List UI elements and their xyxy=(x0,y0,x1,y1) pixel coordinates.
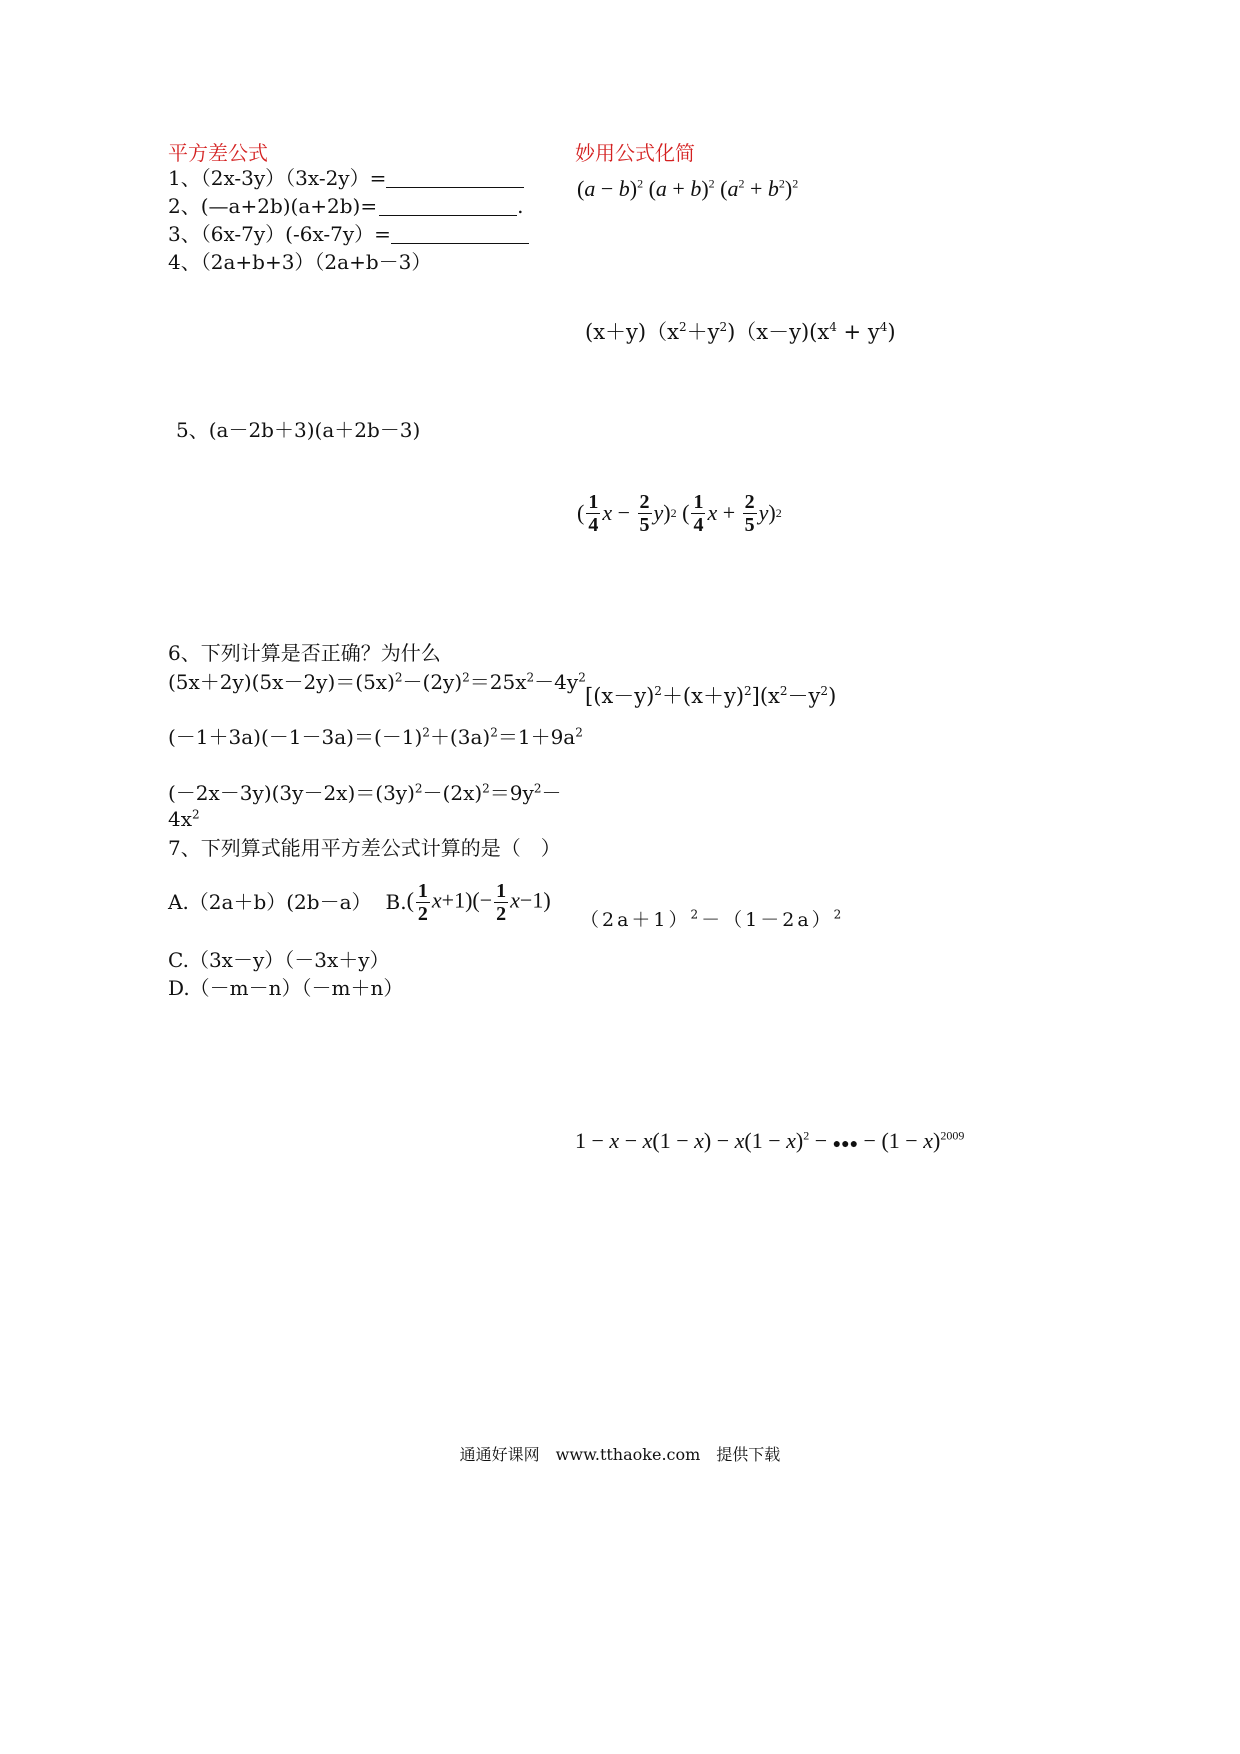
e6-minus-2: − xyxy=(624,1128,638,1153)
e3-fraction-1 xyxy=(586,491,600,536)
q6-line3-sup-2: 2 xyxy=(482,781,490,796)
q2-period: . xyxy=(517,194,524,218)
q6-line-3 xyxy=(168,781,561,805)
q7b-open-paren: ( xyxy=(406,887,414,913)
simplify-expression-3: ( $\frac{1}{4}$ x − $\frac{2}{5}$ y ) 2 ( $\frac{1}{4}$ x + $\frac{2}{5}$ y ) 2 xyxy=(577,490,782,536)
right-heading: 妙用公式化简 xyxy=(575,141,695,165)
q7-options-ab xyxy=(168,877,551,927)
e6-minus-4: − xyxy=(716,1128,730,1153)
e4-part-e: ) xyxy=(828,684,837,708)
e2-part-d: + y xyxy=(836,320,880,344)
simplify-expression-4 xyxy=(585,684,836,708)
e6-ellipsis-dots: ●●● xyxy=(832,1137,859,1152)
q4-label: 4、 xyxy=(168,250,201,274)
q6-line1-sup-3: 2 xyxy=(526,670,535,685)
e6-var-x-2: x xyxy=(642,1128,653,1153)
simplify-expression-2 xyxy=(585,320,896,344)
e3-frac2-den: 5 xyxy=(639,513,650,536)
e1-plus-1: + xyxy=(672,176,685,201)
page-footer: 通通好课网 www.tthaoke.com 提供下载 xyxy=(459,1445,781,1464)
e2-sup-1: 2 xyxy=(678,320,687,334)
e6-var-x-6: x xyxy=(923,1128,933,1153)
e2-part-b: ＋y xyxy=(686,320,720,344)
q7-option-d: D.（－m－n）（－m＋n） xyxy=(168,976,404,1000)
e1-close-2: ) xyxy=(701,176,709,201)
e2-sup-2: 2 xyxy=(719,320,728,334)
q7b-var-x-1: x xyxy=(431,887,442,913)
q6-line3-part-d: － xyxy=(541,781,562,805)
e1-var-a-1: a xyxy=(584,176,596,201)
q7b-close-paren: ) xyxy=(543,887,551,913)
q6-line2-part-b: ＋(3a) xyxy=(429,725,491,749)
e6-var-x-5: x xyxy=(786,1128,796,1153)
q7-option-a: A.（2a＋b）(2b－a） xyxy=(168,890,372,914)
e1-sup-5: 2 xyxy=(792,176,799,191)
e1-var-a-3: a xyxy=(727,176,739,201)
q6-line3-part-c: ＝9y xyxy=(489,781,534,805)
q2-expression: (—a+2b)(a+2b)= xyxy=(200,194,378,218)
q5-label: 5、 xyxy=(176,418,209,442)
e3-frac4-den: 5 xyxy=(744,513,755,536)
e3-close-2: ) xyxy=(768,500,776,525)
e3-open-2: ( xyxy=(682,500,690,525)
e6-exponent-2009: 2009 xyxy=(940,1128,965,1143)
e6-minus-7: − xyxy=(863,1128,876,1153)
q1-expression: （2x-3y）（3x-2y）= xyxy=(200,166,387,190)
q7b-fraction-1 xyxy=(416,880,430,925)
e4-part-b: ＋(x＋y) xyxy=(661,684,745,708)
e1-open-1: ( xyxy=(577,176,585,201)
e4-sup-2: 2 xyxy=(744,684,752,698)
q7-option-c: C.（3x－y）（－3x＋y） xyxy=(168,948,390,972)
e6-open-2: ( xyxy=(744,1128,752,1153)
e6-one-3: 1 xyxy=(751,1128,763,1153)
q6-line3-part-a: (－2x－3y)(3y－2x)＝(3y) xyxy=(168,781,415,805)
q7b-middle: )(− xyxy=(465,887,493,913)
e1-open-2: ( xyxy=(648,176,656,201)
e6-close-3: ) xyxy=(932,1128,941,1153)
e3-var-x-2: x xyxy=(707,500,718,525)
q6-line1-sup-4: 2 xyxy=(578,670,586,685)
e4-part-c: ](x xyxy=(751,684,780,708)
e1-plus-2: + xyxy=(749,176,763,201)
e1-sup-3: 2 xyxy=(738,176,745,191)
e6-minus-8: − xyxy=(905,1128,918,1153)
e1-close-1: ) xyxy=(629,176,638,201)
q6-line2-sup-1: 2 xyxy=(422,725,430,740)
q6-line1-part-a: (5x＋2y)(5x－2y)＝(5x) xyxy=(168,670,395,694)
e2-part-a: (x＋y)（x xyxy=(585,320,679,344)
e6-one-4: 1 xyxy=(888,1128,900,1153)
q3-label: 3、 xyxy=(168,222,201,246)
simplify-expression-1 xyxy=(577,176,798,202)
e3-var-x-1: x xyxy=(602,500,613,525)
q7b-var-x-2: x xyxy=(510,887,520,913)
e3-frac3-num: 1 xyxy=(693,490,704,513)
e5-part-a: （2a＋1） xyxy=(580,909,691,931)
q3-expression: （6x-7y）(-6x-7y）= xyxy=(200,222,391,246)
e6-one-2: 1 xyxy=(659,1128,671,1153)
q6-line1-part-b: －(2y) xyxy=(402,670,463,694)
q6-line-3-continued xyxy=(168,807,200,831)
e4-sup-1: 2 xyxy=(654,684,662,698)
e3-plus: + xyxy=(722,500,736,525)
q6-line-2 xyxy=(168,725,583,749)
e6-var-x-1: x xyxy=(609,1128,620,1153)
e3-close-1: ) xyxy=(663,500,671,525)
q6-line2-part-a: (－1＋3a)(－1－3a)＝(－1) xyxy=(168,725,423,749)
q6-line1-part-d: －4y xyxy=(534,670,579,694)
e2-sup-4: 4 xyxy=(879,320,888,334)
q1-label: 1、 xyxy=(168,166,201,190)
question-1 xyxy=(168,166,524,190)
e5-sup-2: 2 xyxy=(833,907,845,922)
q3-answer-blank[interactable] xyxy=(391,243,529,244)
e6-close-1: ) xyxy=(703,1128,712,1153)
question-3 xyxy=(168,222,529,246)
e1-minus: − xyxy=(600,176,614,201)
e6-var-x-3: x xyxy=(694,1128,704,1153)
e5-part-b: －（1－2a） xyxy=(701,909,834,931)
q2-answer-blank[interactable] xyxy=(379,215,517,216)
left-heading: 平方差公式 xyxy=(168,141,268,165)
e1-close-3: ) xyxy=(784,176,793,201)
q7-option-b-label: B. xyxy=(385,890,407,914)
e4-part-d: －y xyxy=(787,684,821,708)
q6-line3-sup-3: 2 xyxy=(533,781,542,796)
q6-line3-sup-1: 2 xyxy=(414,781,423,796)
question-5 xyxy=(176,418,420,442)
e1-var-b-2: b xyxy=(690,176,702,201)
q2-label: 2、 xyxy=(168,194,201,218)
e3-frac4-num: 2 xyxy=(744,490,755,513)
q7b-fraction-2 xyxy=(494,880,508,925)
e2-part-e: ) xyxy=(887,320,896,344)
e3-fraction-2 xyxy=(638,491,652,536)
e4-sup-4: 2 xyxy=(820,684,829,698)
e3-var-y-2: y xyxy=(758,500,769,525)
e3-frac1-den: 4 xyxy=(588,513,599,536)
q5-expression: (a－2b＋3)(a＋2b－3) xyxy=(208,418,421,442)
q6-line2-part-c: ＝1＋9a xyxy=(497,725,576,749)
e1-var-b-1: b xyxy=(618,176,630,201)
e6-minus-6: − xyxy=(814,1128,828,1153)
q7-title: 7、下列算式能用平方差公式计算的是（ ） xyxy=(168,836,561,860)
e1-sup-1: 2 xyxy=(637,176,644,191)
e6-minus-3: − xyxy=(676,1128,689,1153)
q6-line3-part-b: －(2x) xyxy=(422,781,483,805)
e3-fraction-4 xyxy=(743,491,757,536)
q6-line-1 xyxy=(168,670,586,694)
q1-answer-blank[interactable] xyxy=(386,187,524,188)
q6-line2-sup-3: 2 xyxy=(575,725,583,740)
e1-var-b-3: b xyxy=(767,176,779,201)
e6-one-1: 1 xyxy=(575,1128,586,1153)
e6-minus-5: − xyxy=(768,1128,781,1153)
q4-expression: （2a+b+3）（2a+b－3） xyxy=(200,250,432,274)
e1-open-3: ( xyxy=(720,176,728,201)
e6-sup-2: 2 xyxy=(803,1128,810,1143)
e1-var-a-2: a xyxy=(655,176,667,201)
q7b-frac2-den: 2 xyxy=(496,902,507,925)
q6-line3b-sup: 2 xyxy=(192,807,200,822)
e2-part-c: )（x－y)(x xyxy=(727,320,830,344)
e3-var-y-1: y xyxy=(653,500,664,525)
e6-open-3: ( xyxy=(881,1128,889,1153)
q6-line2-sup-2: 2 xyxy=(490,725,498,740)
e6-open-1: ( xyxy=(652,1128,660,1153)
q6-line1-part-c: ＝25x xyxy=(469,670,527,694)
e3-frac3-den: 4 xyxy=(693,513,704,536)
e4-part-a: [(x－y) xyxy=(585,684,655,708)
q6-title: 6、下列计算是否正确？为什么 xyxy=(168,641,441,665)
simplify-expression-5 xyxy=(580,908,844,932)
q6-line3b-part-a: 4x xyxy=(168,807,193,831)
q7b-minus-one: −1 xyxy=(519,887,544,913)
e3-open-1: ( xyxy=(577,500,585,525)
e3-frac2-num: 2 xyxy=(639,490,650,513)
e6-var-x-4: x xyxy=(734,1128,745,1153)
q6-line1-sup-1: 2 xyxy=(394,670,403,685)
e1-sup-4: 2 xyxy=(778,176,785,191)
e3-minus: − xyxy=(617,500,631,525)
q7b-plus-one: +1 xyxy=(441,887,466,913)
e6-close-2: ) xyxy=(795,1128,804,1153)
e4-sup-3: 2 xyxy=(779,684,788,698)
q7b-frac2-num: 1 xyxy=(496,879,507,902)
question-2 xyxy=(168,194,523,218)
q7-option-b-expression xyxy=(407,880,551,925)
q6-line1-sup-2: 2 xyxy=(462,670,470,685)
e5-sup-1: 2 xyxy=(690,907,702,922)
q7b-frac1-den: 2 xyxy=(417,902,428,925)
simplify-expression-6 xyxy=(575,1128,964,1154)
e3-fraction-3 xyxy=(691,491,705,536)
e3-frac1-num: 1 xyxy=(588,490,599,513)
question-4 xyxy=(168,250,431,274)
e6-minus-1: − xyxy=(591,1128,604,1153)
e2-sup-3: 4 xyxy=(829,320,837,334)
q7b-frac1-num: 1 xyxy=(417,879,428,902)
e1-sup-2: 2 xyxy=(708,176,715,191)
